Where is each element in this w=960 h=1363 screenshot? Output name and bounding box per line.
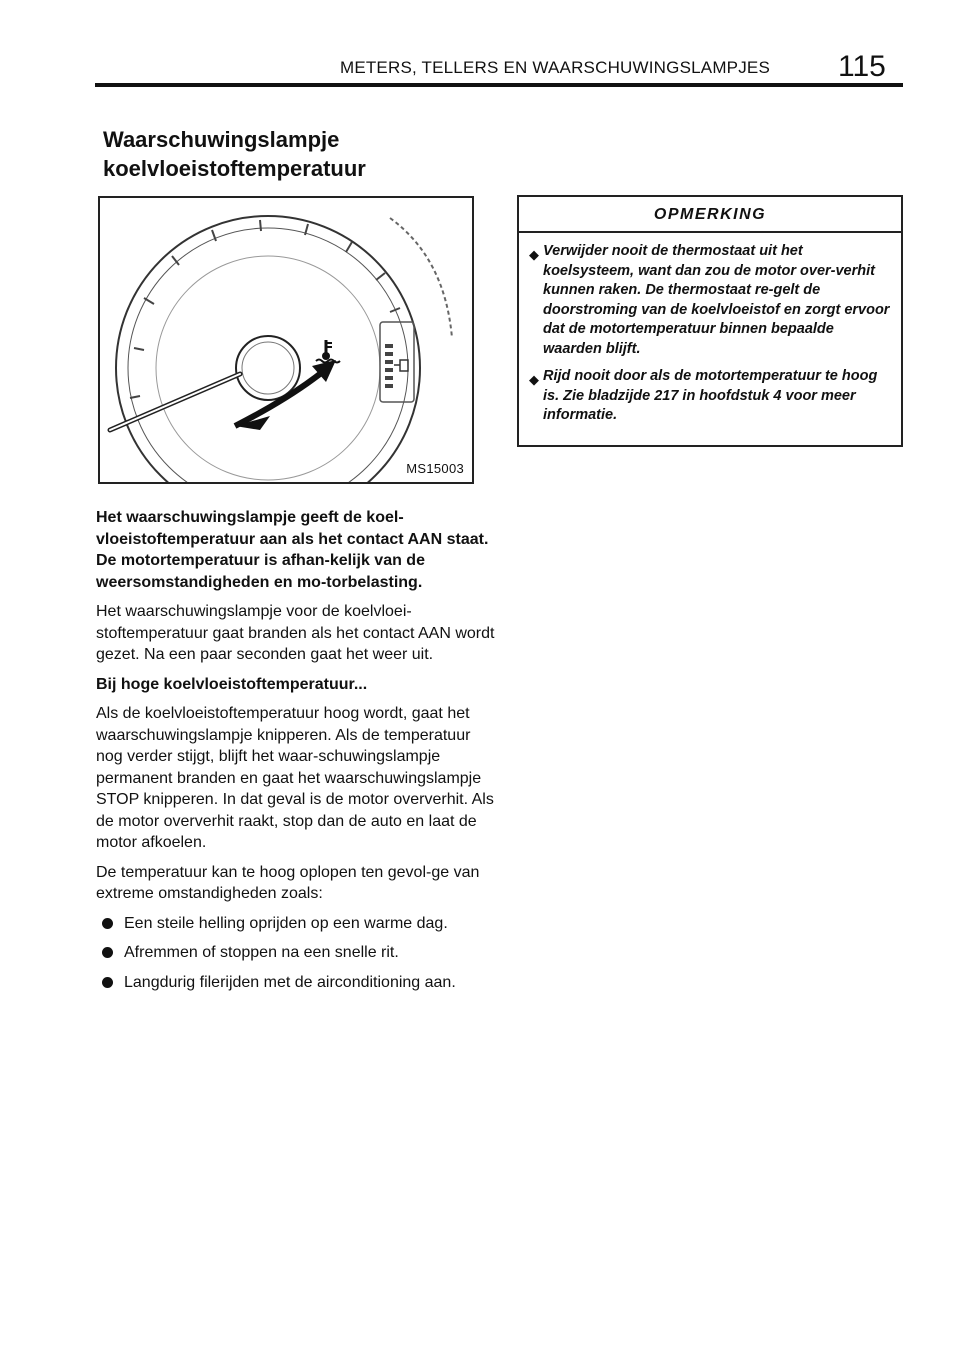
section-title-line-1: Waarschuwingslampje: [103, 127, 340, 152]
list-item: Langdurig filerijden met de airconditioning aan.: [96, 972, 496, 994]
paragraph-1: Het waarschuwingslampje voor de koelvloei-stoftemperatuur gaat branden als het contact AAN wordt gezet. Na een paar seconden gaat het weer uit.: [96, 603, 495, 663]
note-item: ◆ Rijd nooit door als de motortemperatuur te hoog is. Zie bladzijde 217 in hoofdstuk 4 voor meer informatie.: [529, 368, 878, 423]
diamond-bullet-icon: ◆: [529, 372, 539, 387]
fuel-pump-icon: [394, 360, 408, 371]
list-item: Een steile helling oprijden op een warme dag.: [96, 913, 496, 935]
page-number: 115: [838, 50, 886, 83]
intro-paragraph: Het waarschuwingslampje geeft de koel-vloeistoftemperatuur aan als het contact AAN staat. De motortemperatuur is afhan-kelijk van de weersomstandigheden en mo-torbelasting.: [96, 509, 489, 591]
figure-code: MS15003: [406, 461, 464, 476]
paragraph-3: De temperatuur kan te hoog oplopen ten gevol-ge van extreme omstandigheden zoals:: [96, 863, 480, 902]
bullet-dot-icon: [102, 977, 113, 988]
conditions-list: [96, 913, 496, 994]
note-item: ◆ Verwijder nooit de thermostaat uit het koelsysteem, want dan zou de motor over-verhit kunnen raken. De thermostaat re-gelt de doorstroming van de koelvloeistof en zorgt ervoor dat de motortemperatuur binnen bepaalde waarden blijft.: [529, 243, 890, 357]
list-item: Afremmen of stoppen na een snelle rit.: [96, 942, 496, 964]
section-title: [103, 125, 503, 183]
header-divider: [95, 83, 903, 87]
bullet-dot-icon: [102, 918, 113, 929]
fuel-gauge-bars: [385, 344, 393, 388]
note-title: OPMERKING: [519, 197, 901, 233]
body-text-column: [96, 507, 496, 1001]
chapter-title: METERS, TELLERS EN WAARSCHUWINGSLAMPJES: [339, 58, 770, 77]
gauge-illustration: [100, 198, 474, 484]
gauge-hub: [236, 336, 300, 400]
paragraph-2: Als de koelvloeistoftemperatuur hoog wordt, gaat het waarschuwingslampje knipperen. Als de temperatuur nog verder stijgt, blijft het waar-schuwingslampje permanent branden en gaat het waarschuwingslampje STOP knipperen. In dat geval is de motor oververhit. Als de motor oververhit raakt, stop dan de auto en laat de motor afkoelen.: [96, 705, 494, 851]
instrument-cluster-figure: [98, 196, 474, 484]
bullet-dot-icon: [102, 947, 113, 958]
note-list: [519, 233, 901, 426]
subheading: Bij hoge koelvloeistoftemperatuur...: [96, 675, 368, 693]
section-title-line-2: koelvloeistoftemperatuur: [103, 156, 366, 181]
note-box: [517, 195, 903, 447]
temperature-warning-icon: [316, 340, 340, 363]
diamond-bullet-icon: ◆: [529, 247, 539, 262]
